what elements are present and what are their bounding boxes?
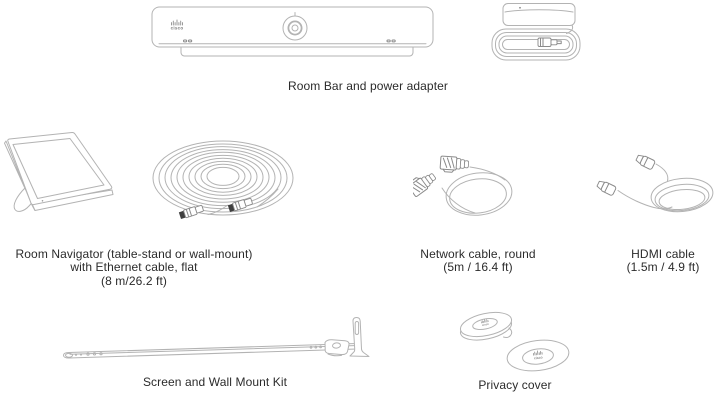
caption-hdmi-cable — [593, 248, 722, 275]
room-bar-illustration-icon — [150, 5, 435, 59]
mount-arm — [350, 318, 369, 357]
cisco-logo-text: cisco — [533, 355, 543, 361]
caption-line: Room Navigator (table-stand or wall-mount) — [15, 247, 253, 261]
privacy-disc-back — [458, 308, 513, 344]
room-navigator-illustration-icon — [2, 130, 127, 220]
adapter-cable-coil — [492, 25, 580, 60]
caption-line: with Ethernet cable, flat — [70, 260, 198, 275]
rj45-connector-icon — [228, 197, 253, 212]
caption-privacy-cover: Privacy cover — [478, 378, 552, 392]
power-adapter-illustration-icon — [478, 2, 593, 72]
caption-line: (1.5m / 4.9 ft) — [626, 260, 700, 275]
caption-line: Network cable, round — [420, 247, 536, 261]
caption-network-cable — [398, 248, 558, 275]
mount-rail — [64, 344, 358, 359]
network-cable-coil — [444, 169, 515, 219]
caption-wall-mount: Screen and Wall Mount Kit — [142, 375, 288, 389]
hdmi-cable-illustration-icon — [592, 147, 718, 229]
caption-room-bar: Room Bar and power adapter — [287, 79, 449, 93]
wall-mount-illustration-icon — [55, 313, 380, 368]
caption-line: HDMI cable — [631, 247, 695, 261]
caption-line: (5m / 16.4 ft) — [443, 260, 513, 275]
caption-line: (8 m/26.2 ft) — [101, 273, 167, 288]
hdmi-connector-icon — [596, 179, 616, 196]
flat-cable-coil — [153, 141, 293, 215]
privacy-cover-illustration-icon — [450, 303, 580, 381]
caption-room-navigator — [0, 248, 268, 288]
rj45-connector-icon — [440, 156, 469, 173]
mount-bracket-block — [325, 340, 349, 356]
network-cable-illustration-icon — [413, 147, 525, 237]
cisco-logo-text: cisco — [170, 25, 184, 31]
privacy-disc-front — [505, 337, 570, 374]
flat-ethernet-cable-illustration-icon — [150, 136, 298, 236]
cisco-logo-text: cisco — [481, 322, 490, 328]
rj45-connector-icon — [179, 204, 204, 219]
hdmi-connector-icon — [635, 153, 655, 170]
rj45-connector-icon — [413, 169, 438, 197]
adapter-led-dot — [519, 7, 521, 9]
adapter-brick — [503, 4, 575, 26]
